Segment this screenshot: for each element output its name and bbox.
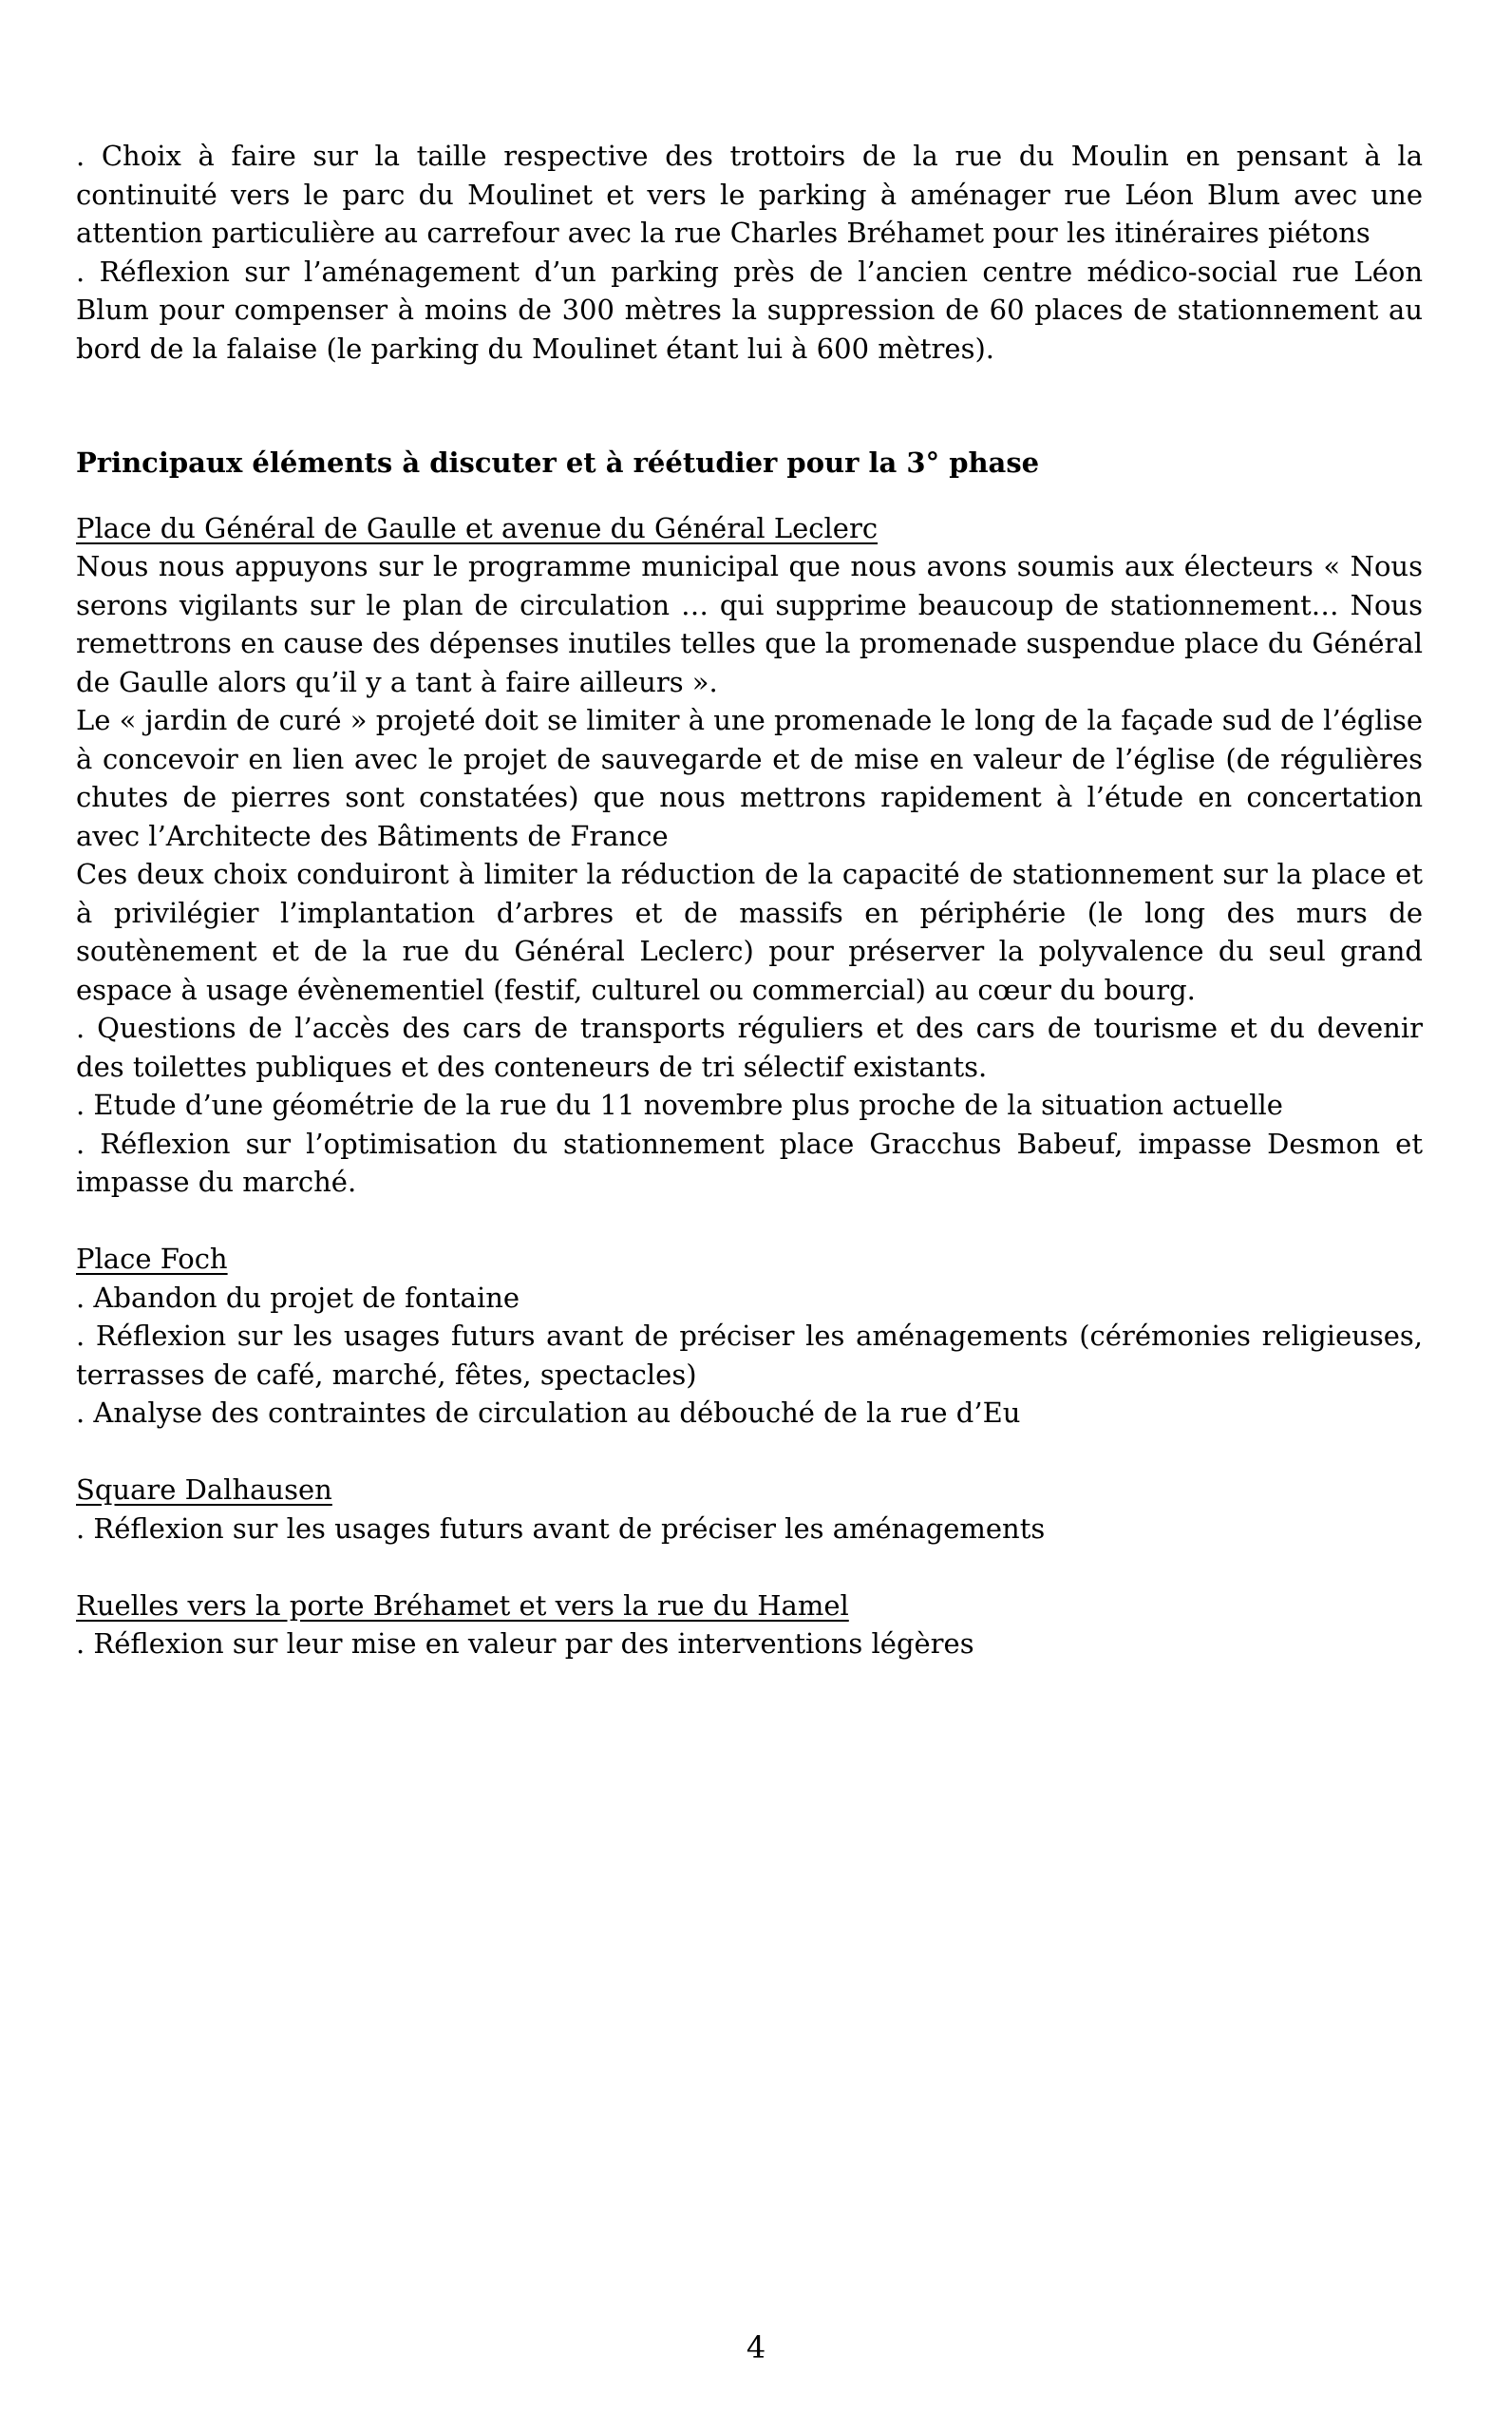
page-number: 4 — [746, 2329, 766, 2366]
paragraph-usages-foch: . Réflexion sur les usages futurs avant de préciser les aménagements (cérémonies religieuses, terrasses de café, marché, fêtes, spectacles) — [76, 1320, 1423, 1391]
subheading-place-foch: Place Foch — [76, 1243, 228, 1275]
paragraph-deux-choix: Ces deux choix conduiront à limiter la réduction de la capacité de stationnement sur la place et à privilégier l’implantation d’arbres et de massifs en périphérie (le long des murs de soutènement et de la rue du Général Leclerc) pour préserver la polyvalence du seul grand espace à usage évènementiel (festif, culturel ou commercial) au cœur du bourg. — [76, 858, 1423, 1006]
subheading-ruelles: Ruelles vers la porte Bréhamet et vers la rue du Hamel — [76, 1588, 849, 1622]
section-heading: Principaux éléments à discuter et à réétudier pour la 3° phase — [76, 446, 1040, 479]
subheading-square-dalhausen: Square Dalhausen — [76, 1473, 332, 1506]
paragraph-mise-en-valeur: . Réflexion sur leur mise en valeur par des interventions légères — [76, 1627, 974, 1660]
paragraph-circulation-eu: . Analyse des contraintes de circulation au débouché de la rue d’Eu — [76, 1396, 1021, 1429]
paragraph-programme-municipal: Nous nous appuyons sur le programme municipal que nous avons soumis aux électeurs « Nous serons vigilants sur le plan de circulation … qui supprime beaucoup de stationnement… Nous remettrons en cause des dépenses inutiles telles que la promenade suspendue place du Général de Gaulle alors qu’il y a tant à faire ailleurs ». — [76, 550, 1423, 698]
intro-paragraph-parking: . Réflexion sur l’aménagement d’un parking près de l’ancien centre médico-social rue Léon Blum pour compenser à moins de 300 mètres la suppression de 60 places de stationnement au bord de la falaise (le parking du Moulinet étant lui à 600 mètres). — [76, 255, 1423, 365]
paragraph-fontaine: . Abandon du projet de fontaine — [76, 1281, 520, 1314]
paragraph-jardin-de-cure: Le « jardin de curé » projeté doit se limiter à une promenade le long de la façade sud de l’église à concevoir en lien avec le projet de sauvegarde et de mise en valeur de l’église (de régulières chutes de pierres sont constatées) que nous mettrons rapidement à l’étude en concertation avec l’Architecte des Bâtiments de France — [76, 704, 1423, 852]
paragraph-acces-cars: . Questions de l’accès des cars de transports réguliers et des cars de tourisme et du devenir des toilettes publiques et des conteneurs de tri sélectif existants. — [76, 1012, 1423, 1083]
paragraph-usages-dalhausen: . Réflexion sur les usages futurs avant de préciser les aménagements — [76, 1511, 1046, 1545]
intro-paragraph-trottoirs: . Choix à faire sur la taille respective des trottoirs de la rue du Moulin en pensant à la continuité vers le parc du Moulinet et vers le parking à aménager rue Léon Blum avec une attention particulière au carrefour avec la rue Charles Bréhamet pour les itinéraires piétons — [76, 140, 1423, 249]
subheading-place-de-gaulle: Place du Général de Gaulle et avenue du Général Leclerc — [76, 511, 879, 544]
document-body — [76, 137, 1423, 1663]
paragraph-rue-11-novembre: . Etude d’une géométrie de la rue du 11 novembre plus proche de la situation actuelle — [76, 1089, 1283, 1121]
paragraph-stationnement-babeuf: . Réflexion sur l’optimisation du stationnement place Gracchus Babeuf, impasse Desmon et impasse du marché. — [76, 1127, 1423, 1198]
